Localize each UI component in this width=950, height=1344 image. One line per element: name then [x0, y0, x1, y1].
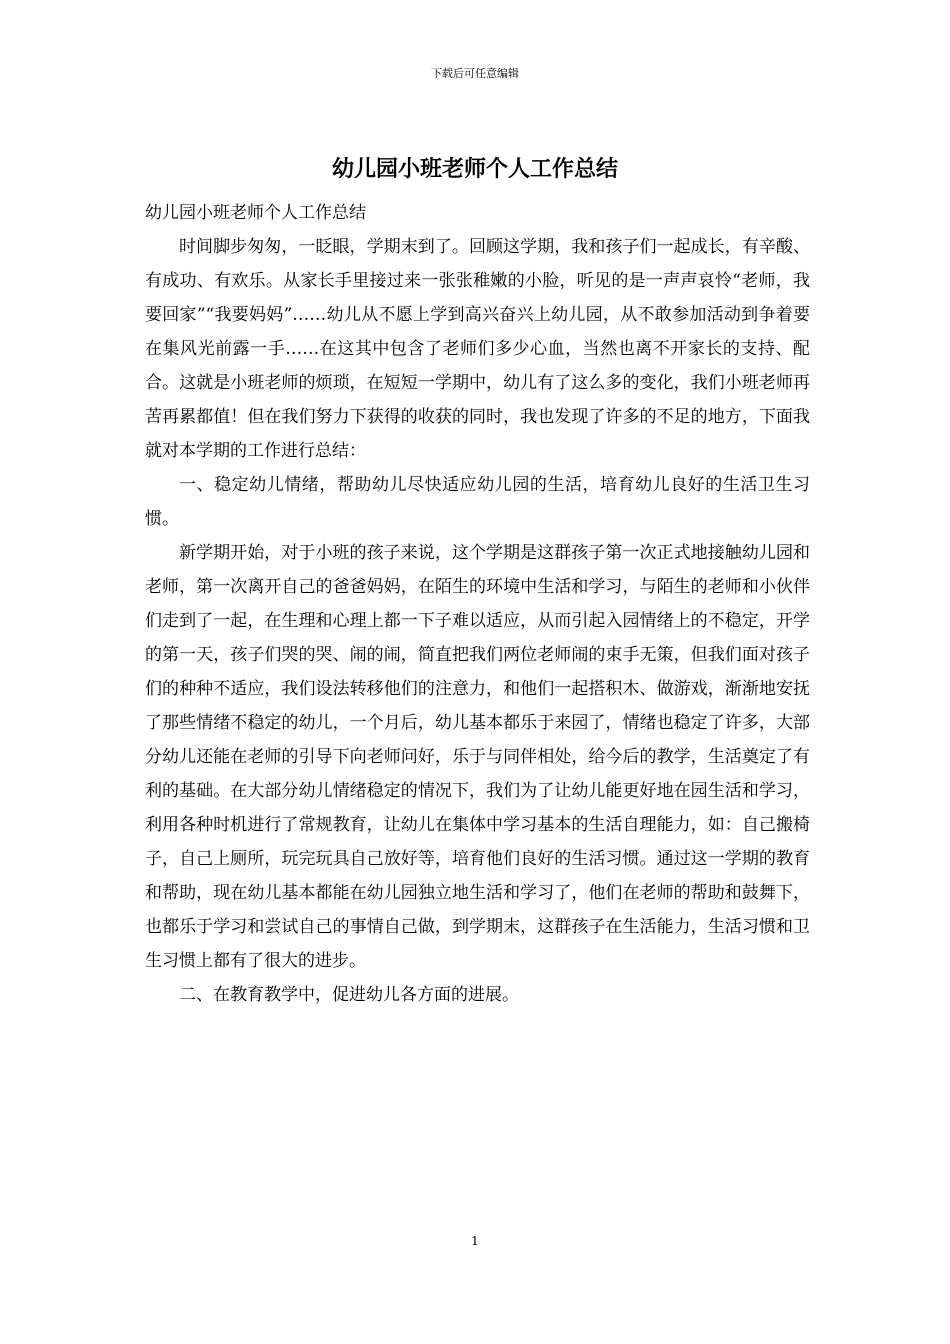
- document-body: [145, 196, 810, 1012]
- paragraph-intro: 时间脚步匆匆，一眨眼，学期末到了。回顾这学期，我和孩子们一起成长，有辛酸、有成功、有欢乐。从家长手里接过来一张张稚嫩的小脸，听见的是一声声哀怜“老师，我要回家”“我要妈妈”……幼儿从不愿上学到高兴奋兴上幼儿园，从不敢参加活动到争着要在集风光前露一手……在这其中包含了老师们多少心血，当然也离不开家长的支持、配合。这就是小班老师的烦琐，在短短一学期中，幼儿有了这么多的变化，我们小班老师再苦再累都值！但在我们努力下获得的收获的同时，我也发现了许多的不足的地方，下面我就对本学期的工作进行总结：: [145, 237, 810, 461]
- page-number: 1: [471, 1234, 479, 1248]
- section-heading-1: 一、稳定幼儿情绪，帮助幼儿尽快适应幼儿园的生活，培育幼儿良好的生活卫生习惯。: [145, 475, 810, 529]
- paragraph-section-1: 新学期开始，对于小班的孩子来说，这个学期是这群孩子第一次正式地接触幼儿园和老师，第一次离开自己的爸爸妈妈，在陌生的环境中生活和学习，与陌生的老师和小伙伴们走到了一起，在生理和心理上都一下子难以适应，从而引起入园情绪上的不稳定，开学的第一天，孩子们哭的哭、闹的闹，简直把我们两位老师闹的束手无策，但我们面对孩子们的种种不适应，我们设法转移他们的注意力，和他们一起搭积木、做游戏，渐渐地安抚了那些情绪不稳定的幼儿，一个月后，幼儿基本都乐于来园了，情绪也稳定了许多，大部分幼儿还能在老师的引导下向老师问好，乐于与同伴相处，给今后的教学，生活奠定了有利的基础。在大部分幼儿情绪稳定的情况下，我们为了让幼儿能更好地在园生活和学习，利用各种时机进行了常规教育，让幼儿在集体中学习基本的生活自理能力，如：自己搬椅子，自己上厕所，玩完玩具自己放好等，培育他们良好的生活习惯。通过这一学期的教育和帮助，现在幼儿基本都能在幼儿园独立地生活和学习了，他们在老师的帮助和鼓舞下，也都乐于学习和尝试自己的事情自己做，到学期末，这群孩子在生活能力，生活习惯和卫生习惯上都有了很大的进步。: [145, 543, 810, 971]
- page-header: 下载后可任意编辑: [431, 67, 519, 80]
- document-title: 幼儿园小班老师个人工作总结: [331, 156, 618, 182]
- document-subtitle: 幼儿园小班老师个人工作总结: [145, 203, 366, 223]
- section-heading-2: 二、在教育教学中，促进幼儿各方面的进展。: [179, 985, 519, 1005]
